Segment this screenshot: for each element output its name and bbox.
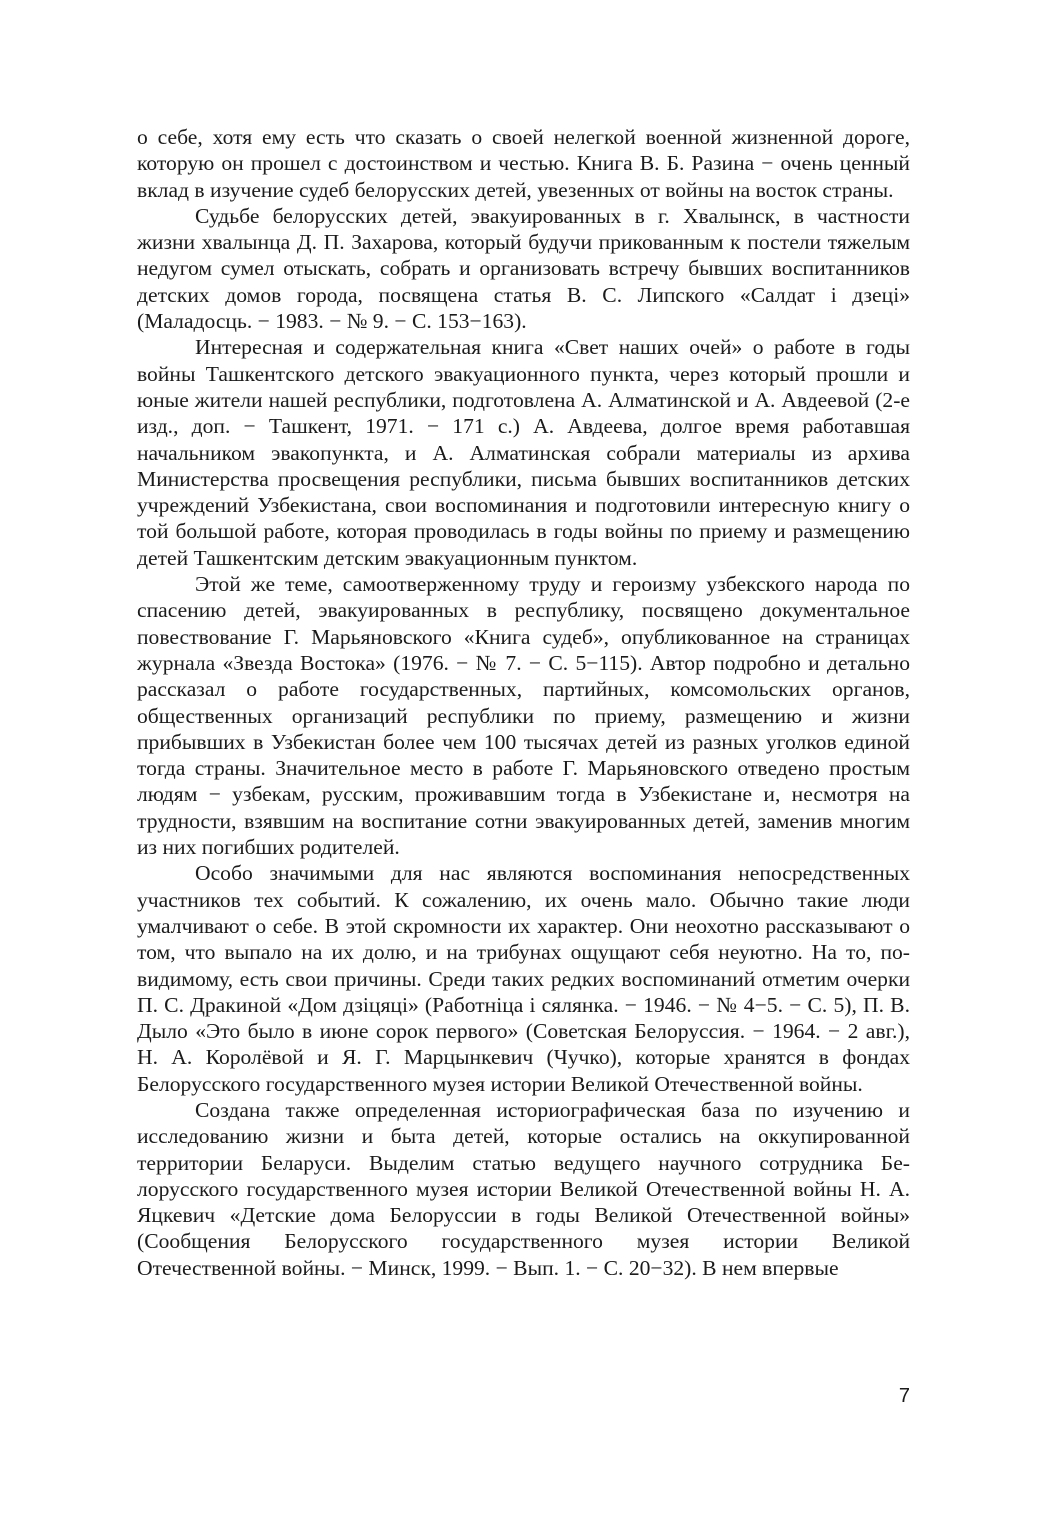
paragraph-2: Судьбе белорусских детей, эвакуированных в г. Хвалынск, в частности жизни хвалынца Д. П. Захарова, который будучи прикованным к постели тяжелым недугом сумел отыскать, собрать и организовать встречу бывших воспитанников детских домов города, посвящена статья В. С. Липского «Салдат і дзеці» (Маладосць. − 1983. − № 9. − С. 153−163). (137, 203, 910, 334)
paragraph-4: Этой же теме, самоотверженному труду и героизму узбекского народа по спасению детей, эвакуированных в республику, посвящено документальное повествование Г. Марьяновского «Книга судеб», опубликованное на страницах журнала «Звезда Востока» (1976. − № 7. − С. 5−115). Автор подробно и детально рассказал о работе государственных, партийных, комсомольских органов, общественных организаций республики по приему, размещению и жизни прибывших в Узбекистан более чем 100 тысячах детей из разных уголков единой тогда страны. Значительное место в работе Г. Марьяновского отведено простым людям − узбекам, русским, проживавшим тогда в Узбекистане и, несмотря на трудности, взявшим на воспитание сотни эвакуированных детей, заменив многим из них погибших родителей. (137, 572, 910, 860)
paragraph-5: Особо значимыми для нас являются воспоминания непосредственных участников тех событий. К сожалению, их очень мало. Обычно такие люди умалчивают о себе. В этой скромности их характер. Они неохотно рассказывают о том, что выпало на их долю, и на трибунах ощущают себя неуютно. На то, по-видимому, есть свои причины. Среди таких редких воспоминаний отметим очерки П. С. Дракиной «Дом дзіцяці» (Работніца і сялянка. − 1946. − № 4−5. − С. 5), П. В. Дыло «Это было в июне сорок первого» (Советская Белоруссия. − 1964. − 2 авг.), Н. А. Королёвой и Я. Г. Марцынкевич (Чучко), которые хранятся в фондах Белорусского государственного музея истории Великой Отечественной войны. (137, 861, 910, 1096)
body-text (137, 124, 910, 1281)
paragraph-3: Интересная и содержательная книга «Свет наших очей» о работе в годы войны Ташкентского детского эвакуационного пункта, через который прошли и юные жители нашей республики, подготовлена А. Алматинской и А. Авдеевой (2-е изд., доп. − Ташкент, 1971. − 171 с.) А. Авдеева, долгое время работавшая начальником эвакопункта, и А. Алматинская собрали материалы из архива Министерства просвещения республики, письма бывших воспитанников детских учреждений Узбекистана, свои воспоминания и подготовили интересную книгу о той большой работе, которая проводилась в годы войны по приему и размещению детей Ташкентским детским эвакуационным пунктом. (137, 335, 910, 570)
paragraph-1: о себе, хотя ему есть что сказать о своей нелегкой военной жизненной дороге, которую он прошел с достоинством и честью. Книга В. Б. Разина − очень ценный вклад в изучение судеб белорусских детей, увезенных от войны на восток страны. (137, 125, 910, 202)
paragraph-6: Создана также определенная историографическая база по изучению и исследованию жизни и быта детей, которые остались на оккупированной территории Беларуси. Выделим статью ведущего научного сотрудника Белорусского государственного музея истории Великой Отечественной войны Н. А. Яцкевич «Детские дома Белоруссии в годы Великой Отечественной войны» (Сообщения Белорусского государственного музея истории Великой Отечественной войны. − Минск, 1999. − Вып. 1. − С. 20−32). В нем впервые (137, 1097, 910, 1280)
page-number: 7 (898, 1385, 910, 1407)
